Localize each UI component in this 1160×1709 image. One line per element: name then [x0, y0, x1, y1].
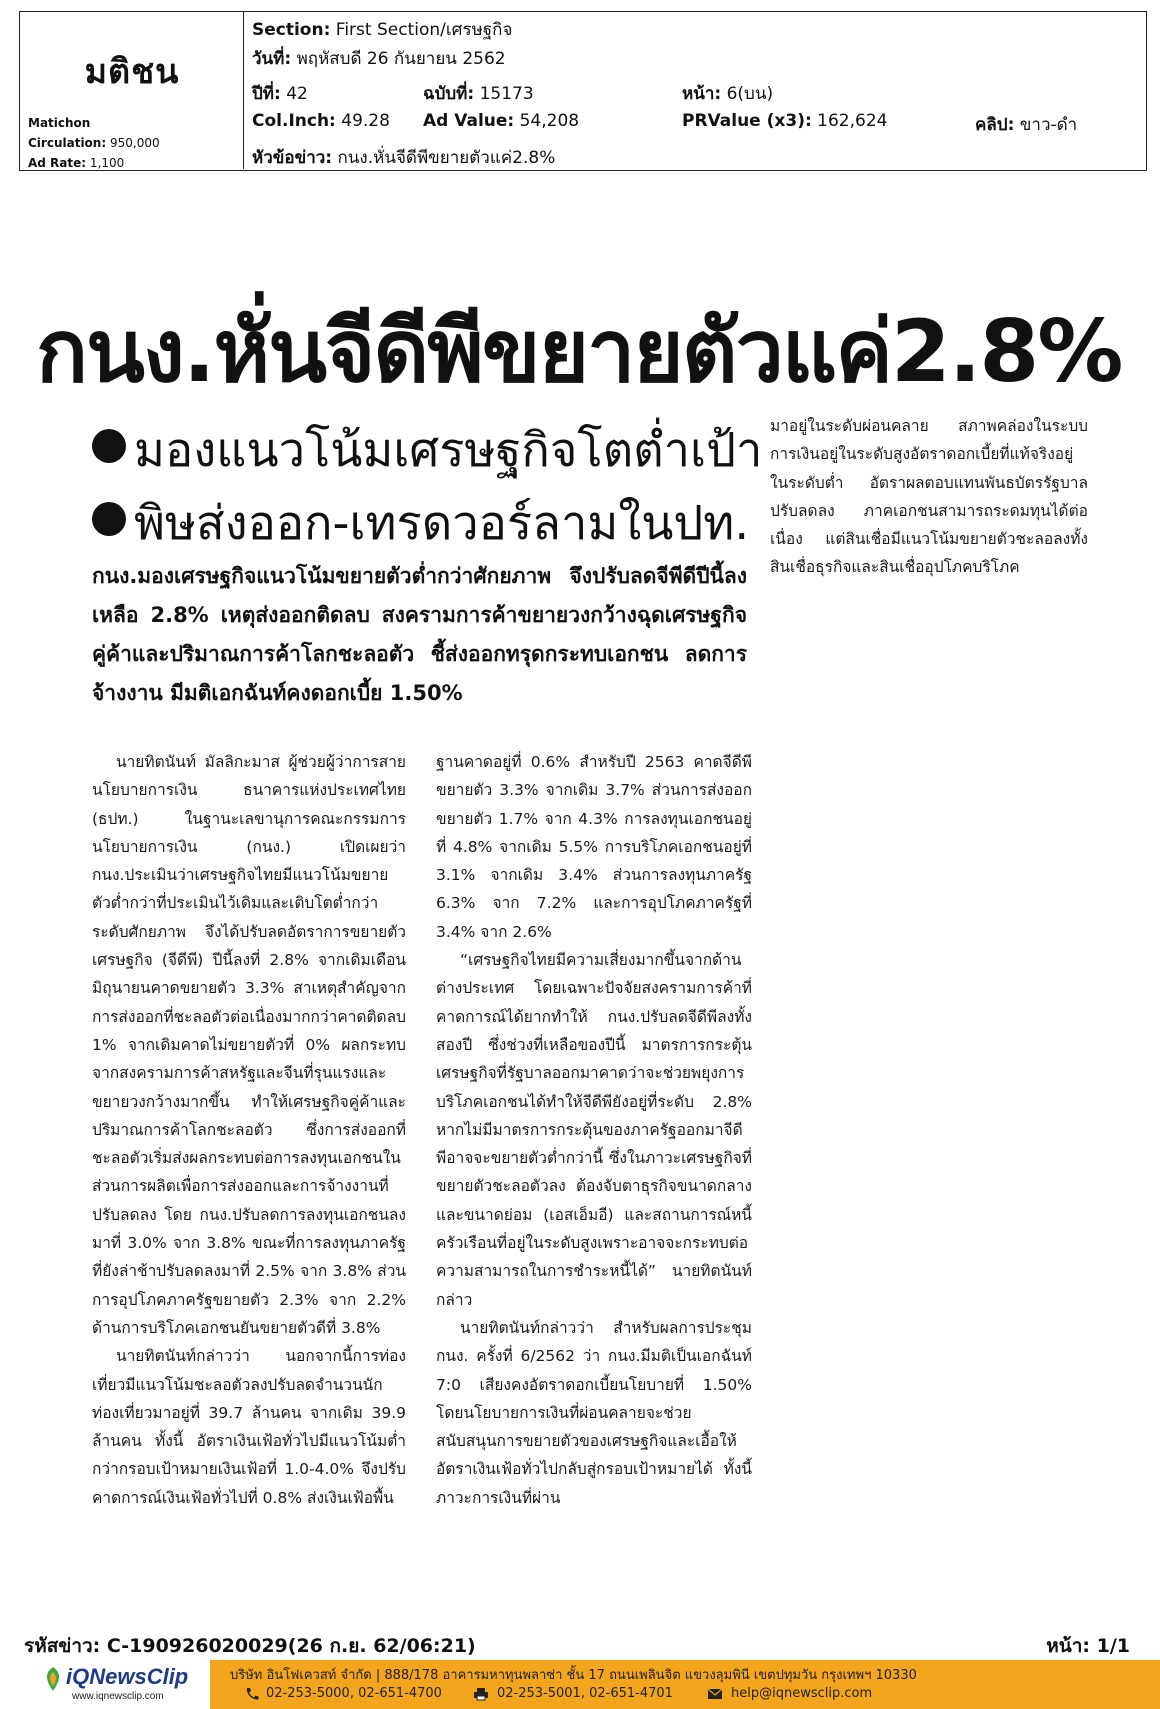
section-field: Section: First Section/เศรษฐกิจ — [252, 20, 513, 40]
clip-type-field: คลิป: ขาว-ดำ — [975, 115, 1078, 135]
phone-icon — [244, 1687, 260, 1701]
year-field: ปีที่: 42 — [252, 84, 308, 104]
paragraph: นายทิตนันท์กล่าวว่า สำหรับผลการประชุม กนง. ครั้งที่ 6/2562 ว่า กนง.มีมติเป็นเอกฉันท์ 7:0 เสียงคงอัตราดอกเบี้ยนโยบายที่ 1.50% โดยนโยบายการเงินที่ผ่อนคลายจะช่วยสนับสนุนการขยายตัวของเศรษฐกิจและเอื้อให้อัตราเงินเฟ้อทั่วไปกลับสู่กรอบเป้าหมายได้ ทั้งนี้ ภาวะการเงินที่ผ่าน — [436, 1318, 752, 1507]
article-headline: กนง.หั่นจีดีพีขยายตัวแค่2.8% — [36, 302, 1122, 402]
subhead-1: มองแนวโน้มเศรษฐกิจโตต่ำเป้า — [134, 423, 763, 478]
page-field: หน้า: 6(บน) — [682, 84, 774, 104]
subhead-bullet — [92, 429, 126, 463]
email-address: help@iqnewsclip.com — [731, 1686, 873, 1701]
article-column-3 — [770, 412, 1088, 582]
date-field: วันที่: พฤหัสบดี 26 กันยายน 2562 — [252, 49, 506, 69]
prvalue-field: PRValue (x3): 162,624 — [682, 111, 888, 131]
paragraph: นายทิตนันท์ มัลลิกะมาส ผู้ช่วยผู้ว่าการสายนโยบายการเงิน ธนาคารแห่งประเทศไทย (ธปท.) ในฐานะเลขานุการคณะกรรมการนโยบายการเงิน (กนง.) เปิดเผยว่า กนง.ประเมินว่าเศรษฐกิจไทยมีแนวโน้มขยายตัวต่ำกว่าที่ประเมินไว้เดิมและเติบโตต่ำกว่าระดับศักยภาพ จึงได้ปรับลดอัตราการขยายตัวเศรษฐกิจ (จีดีพี) ปีนี้ลงที่ 2.8% จากเดิมเดือนมิถุนายนคาดขยายตัว 3.3% สาเหตุสำคัญจากการส่งออกที่ชะลอตัวต่อเนื่องมากกว่าคาดติดลบ 1% จากเดิมคาดไม่ขยายตัวที่ 0% ผลกระทบจากสงครามการค้าสหรัฐและจีนที่รุนแรงและขยายวงกว้างมากขึ้น ทำให้เศรษฐกิจคู่ค้าและปริมาณการค้าโลกชะลอตัว ซึ่งการส่งออกที่ชะลอตัวเริ่มส่งผลกระทบต่อการลงทุนเอกชนในส่วนการผลิตเพื่อการส่งออกและการจ้างงานที่ปรับลดลง โดย กนง.ปรับลดการลงทุนเอกชนลงมาที่ 3.0% จาก 3.8% ขณะที่การลงทุนภาครัฐที่ยังล่าช้าปรับลดลงมาที่ 2.5% จาก 3.8% ส่วนการอุปโภคภาครัฐขยายตัว 2.3% จาก 2.2% ด้านการบริโภคเอกชนยันขยายตัวดีที่ 3.8% — [92, 753, 406, 1337]
brand-url: www.iqnewsclip.com — [72, 1691, 164, 1702]
paragraph: นายทิตนันท์กล่าวว่า นอกจากนี้การท่องเที่ยวมีแนวโน้มชะลอตัวลงปรับลดจำนวนนักท่องเที่ยวมาอยู่ที่ 39.7 ล้านคน จากเดิม 39.9 ล้านคน ทั้งนี้ อัตราเงินเฟ้อทั่วไปมีแนวโน้มต่ำกว่ากรอบเป้าหมายเงินเฟ้อที่ 1.0-4.0% จึงปรับคาดการณ์เงินเฟ้อทั่วไปที่ 0.8% ส่งเงินเฟ้อพื้น — [92, 1347, 406, 1507]
brand-logo-text: iQNewsClip — [66, 1664, 189, 1689]
phone-numbers: 02-253-5000, 02-651-4700 — [266, 1686, 442, 1701]
issue-field: ฉบับที่: 15173 — [423, 84, 534, 104]
publication-cell — [20, 12, 244, 169]
publication-name-en: Matichon — [28, 116, 91, 130]
advalue-field: Ad Value: 54,208 — [423, 111, 580, 131]
subhead-2: พิษส่งออก-เทรดวอร์ลามในปท. — [134, 496, 750, 551]
article-lead: กนง.มองเศรษฐกิจแนวโน้มขยายตัวต่ำกว่าศักยภาพ จึงปรับลดจีพีดีปีนี้ลงเหลือ 2.8% เหตุส่งออกติดลบ สงครามการค้าขยายวงกว้างฉุดเศรษฐกิจคู่ค้าและปริมาณการค้าโลกชะลอตัว ชี้ส่งออกทรุดกระทบเอกชน ลดการจ้างงาน มีมติเอกฉันท์คงดอกเบี้ย 1.50% — [92, 564, 747, 705]
fax-numbers: 02-253-5001, 02-651-4701 — [497, 1686, 673, 1701]
ad-rate: Ad Rate: 1,100 — [28, 156, 125, 170]
colinch-field: Col.Inch: 49.28 — [252, 111, 390, 131]
company-address: บริษัท อินโฟเควสท์ จำกัด | 888/178 อาคารมหาทุนพลาซ่า ชั้น 17 ถนนเพลินจิต แขวงลุมพินี เขตปทุมวัน กรุงเทพฯ 10330 — [230, 1668, 917, 1683]
article-column-2 — [436, 748, 752, 1512]
clip-header — [19, 11, 1147, 171]
subhead-bullet — [92, 502, 126, 536]
email-icon — [707, 1687, 723, 1701]
paragraph: มาอยู่ในระดับผ่อนคลาย สภาพคล่องในระบบการเงินอยู่ในระดับสูงอัตราดอกเบี้ยที่แท้จริงอยู่ในระดับต่ำ อัตราผลตอบแทนพันธบัตรรัฐบาลปรับลดลง ภาคเอกชนสามารถระดมทุนได้ต่อเนื่อง แต่สินเชื่อมีแนวโน้มขยายตัวชะลอลงทั้งสินเชื่อธุรกิจและสินเชื่ออุปโภคบริโภค — [770, 417, 1088, 577]
circulation: Circulation: 950,000 — [28, 136, 160, 150]
fax-icon — [473, 1687, 489, 1701]
iqnewsclip-logo-icon — [42, 1666, 64, 1692]
page-count: หน้า: 1/1 — [1046, 1635, 1130, 1657]
paragraph: ฐานคาดอยู่ที่ 0.6% สำหรับปี 2563 คาดจีดีพีขยายตัว 3.3% จากเดิม 3.7% ส่วนการส่งออกขยายตัว 1.7% จาก 4.3% การลงทุนเอกชนอยู่ที่ 4.8% จากเดิม 5.5% การบริโภคเอกชนอยู่ที่ 3.1% จากเดิม 3.4% ส่วนการลงทุนภาครัฐ 6.3% จาก 7.2% และการอุปโภคภาครัฐที่ 3.4% จาก 2.6% — [436, 753, 752, 941]
paragraph: “เศรษฐกิจไทยมีความเสี่ยงมากขึ้นจากด้านต่างประเทศ โดยเฉพาะปัจจัยสงครามการค้าที่คาดการณ์ได้ยากทำให้ กนง.ปรับลดจีดีพีลงทั้งสองปี ซึ่งช่วงที่เหลือของปีนี้ มาตรการกระตุ้นเศรษฐกิจที่รัฐบาลออกมาคาดว่าจะช่วยพยุงการบริโภคเอกชนได้ทำให้จีดีพียังอยู่ที่ระดับ 2.8% หากไม่มีมาตรการกระตุ้นของภาครัฐออกมาจีดีพีอาจจะขยายตัวต่ำกว่านี้ ซึ่งในภาวะเศรษฐกิจที่ขยายตัวชะลอตัวลง ต้องจับตาธุรกิจขนาดกลางและขนาดย่อม (เอสเอ็มอี) และสถานการณ์หนี้ครัวเรือนที่อยู่ในระดับสูงเพราะอาจจะกระทบต่อความสามารถในการชำระหนี้ได้” นายทิตนันท์กล่าว — [436, 951, 752, 1309]
article-column-1 — [92, 748, 406, 1512]
publication-logo: มติชน — [84, 52, 180, 92]
topic-field: หัวข้อข่าว: กนง.หั่นจีดีพีขยายตัวแค่2.8% — [252, 148, 556, 168]
news-id: รหัสข่าว: C-190926020029(26 ก.ย. 62/06:21) — [24, 1635, 476, 1657]
